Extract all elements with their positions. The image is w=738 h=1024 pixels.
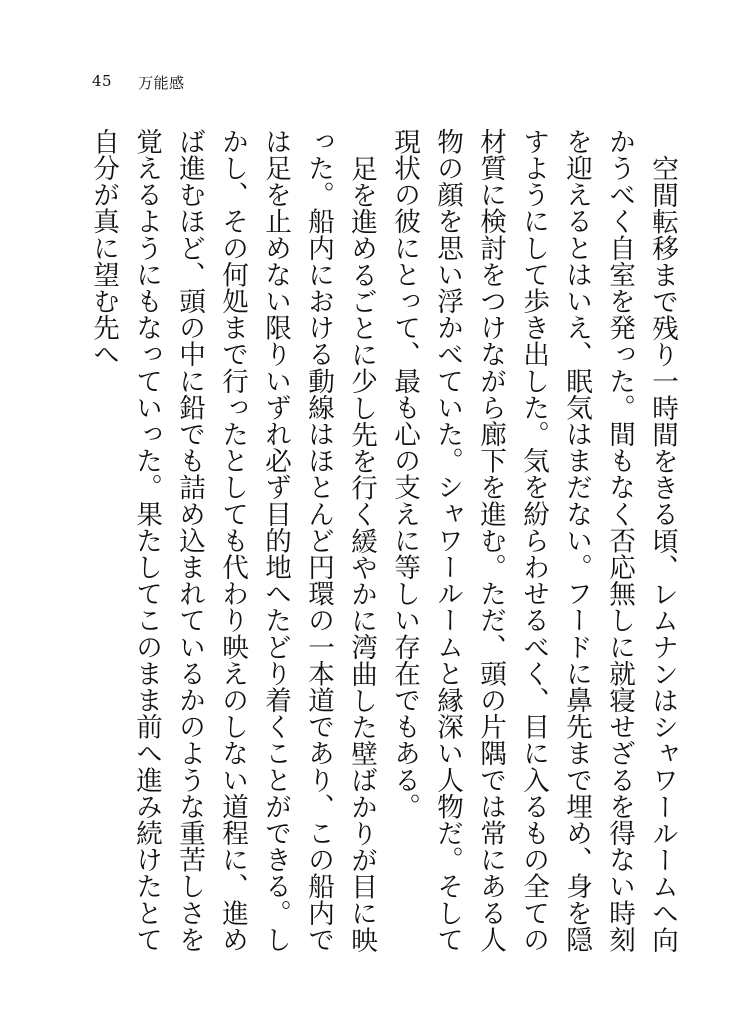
chapter-title: 万能感 xyxy=(138,74,185,92)
page-header xyxy=(92,72,185,93)
page-number: 45 xyxy=(92,72,113,90)
paragraph-2: 足を進めるごとに少し先を行く緩やかに湾曲した壁ばかりが目に映った。船内における動線はほとんど円環の一本道であり、この船内では足を止めない限りいずれ必ず目的地へたどり着くことができる。しかし、その何処まで行ったとしても代わり映えのしない道程に、進めば進むほど、頭の中に鉛でも詰め込まれているかのような重苦しさを覚えるようにもなっていった。果たしてこのまま前へ進み続けたとて自分が真に望む先へ xyxy=(88,128,377,953)
paragraph-1: 空間転移まで残り一時間をきる頃、レムナンはシャワールームへ向かうべく自室を発った。間もなく否応無しに就寝せざるを得ない時刻を迎えるとはいえ、眠気はまだない。フードに鼻先まで埋め、身を隠すようにして歩き出した。気を紛らわせるべく、目に入るもの全ての材質に検討をつけながら廊下を進む。ただ、頭の片隅では常にある人物の顔を思い浮かべていた。シャワールームと縁深い人物だ。そして現状の彼にとって、最も心の支えに等しい存在でもある。 xyxy=(389,128,678,953)
vertical-body-text xyxy=(84,128,684,958)
